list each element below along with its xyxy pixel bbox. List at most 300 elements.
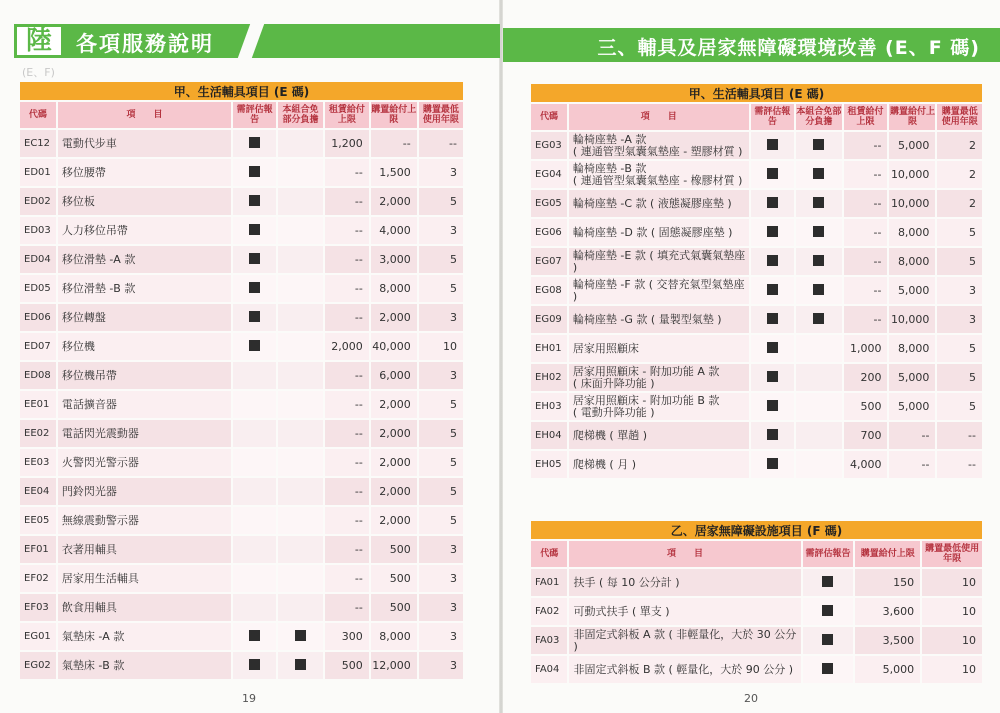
item-name-line: 輪椅座墊 -G 款 ( 量製型氣墊 ) [572, 312, 722, 326]
item-name-line: 居家用照顧床 - 附加功能 B 款 [572, 393, 720, 407]
item-code: ED06 [20, 304, 56, 331]
item-name [58, 652, 231, 679]
item-code: EH02 [531, 364, 567, 391]
value-rent: -- [844, 132, 888, 159]
check-mark-icon [767, 255, 778, 266]
item-name [58, 420, 231, 447]
mark-cell [278, 565, 323, 592]
table-caption: 甲、生活輔具項目 (E 碼) [20, 82, 463, 100]
mark-cell [796, 422, 841, 449]
value-buy: 40,000 [371, 333, 417, 360]
value-years: -- [937, 451, 982, 478]
value-years: 3 [419, 217, 463, 244]
item-code: EE01 [20, 391, 56, 418]
value-years: 3 [419, 565, 463, 592]
item-name [58, 275, 231, 302]
check-mark-icon [249, 340, 260, 351]
item-name [569, 598, 800, 625]
mark-cell [278, 333, 323, 360]
table-row [531, 190, 982, 217]
item-code: EE03 [20, 449, 56, 476]
item-name-line: 居家用生活輔具 [61, 571, 139, 585]
value-buy: 8,000 [371, 275, 417, 302]
mark-cell [233, 420, 276, 447]
table-row [531, 335, 982, 362]
mark-cell [233, 594, 276, 621]
value-rent: 2,000 [325, 333, 369, 360]
item-name-line: 爬梯機 ( 月 ) [572, 457, 636, 471]
mark-cell [233, 333, 276, 360]
mark-cell [278, 623, 323, 650]
value-buy: -- [889, 422, 935, 449]
item-name-line: 移位腰帶 [61, 165, 106, 179]
mark-cell [233, 188, 276, 215]
value-rent: -- [325, 565, 369, 592]
value-years: 5 [419, 420, 463, 447]
section-tag: 陸 [14, 24, 64, 58]
value-rent: -- [844, 219, 888, 246]
mark-cell [803, 627, 854, 654]
value-buy: 2,000 [371, 449, 417, 476]
column-header: 租賃給付上限 [844, 104, 888, 130]
mark-cell [751, 190, 795, 217]
item-name-line: 移位滑墊 -A 款 [61, 252, 136, 266]
check-mark-icon [767, 400, 778, 411]
table-row [531, 219, 982, 246]
mark-cell [751, 132, 795, 159]
item-name [569, 306, 749, 333]
table-row [531, 569, 982, 596]
item-code: EG03 [531, 132, 567, 159]
mark-cell [796, 364, 841, 391]
mark-cell [233, 391, 276, 418]
mark-cell [751, 277, 795, 304]
column-header: 項 目 [569, 104, 749, 130]
column-header: 購置給付上限 [371, 102, 417, 128]
mark-cell [233, 304, 276, 331]
value-rent: -- [325, 246, 369, 273]
value-buy: 5,000 [889, 132, 935, 159]
value-rent: 1,000 [844, 335, 888, 362]
section-subtitle: (E、F) [22, 66, 55, 79]
table-row [531, 627, 982, 654]
mark-cell [803, 598, 854, 625]
mark-cell [233, 362, 276, 389]
item-code: FA03 [531, 627, 567, 654]
item-code: ED08 [20, 362, 56, 389]
value-years: 3 [419, 536, 463, 563]
mark-cell [278, 536, 323, 563]
value-buy: 500 [371, 565, 417, 592]
item-code: EF03 [20, 594, 56, 621]
page-number-right: 20 [744, 692, 758, 705]
value-years: 5 [937, 248, 982, 275]
value-buy: 3,600 [855, 598, 920, 625]
value-years: -- [937, 422, 982, 449]
item-name [58, 478, 231, 505]
item-name-line: 可動式扶手 ( 單支 ) [573, 604, 670, 618]
item-code: ED03 [20, 217, 56, 244]
mark-cell [233, 652, 276, 679]
item-code: EF01 [20, 536, 56, 563]
check-mark-icon [813, 139, 824, 150]
table-row [20, 217, 463, 244]
mark-cell [233, 130, 276, 157]
value-buy: 5,000 [889, 277, 935, 304]
value-buy: 2,000 [371, 420, 417, 447]
value-rent: -- [844, 306, 888, 333]
item-name-line: 氣墊床 -B 款 [61, 658, 125, 672]
value-years: 10 [922, 598, 982, 625]
item-name-line: 移位轉盤 [61, 310, 106, 324]
mark-cell [233, 246, 276, 273]
check-mark-icon [249, 311, 260, 322]
value-years: 3 [419, 652, 463, 679]
item-name-line: 輪椅座墊 -D 款 ( 固態凝膠座墊 ) [572, 225, 733, 239]
mark-cell [233, 565, 276, 592]
table-body [531, 569, 982, 683]
page-number-left: 19 [242, 692, 256, 705]
value-buy: 1,500 [371, 159, 417, 186]
mark-cell [233, 449, 276, 476]
value-years: -- [419, 130, 463, 157]
item-name [569, 161, 749, 188]
item-name-line: 無線震動警示器 [61, 513, 139, 527]
value-buy: 8,000 [889, 335, 935, 362]
item-name [569, 627, 800, 654]
mark-cell [233, 536, 276, 563]
value-buy: 500 [371, 594, 417, 621]
check-mark-icon [767, 197, 778, 208]
check-mark-icon [767, 429, 778, 440]
value-buy: 8,000 [889, 248, 935, 275]
mark-cell [233, 275, 276, 302]
mark-cell [233, 623, 276, 650]
value-years: 5 [419, 275, 463, 302]
mark-cell [278, 275, 323, 302]
mark-cell [751, 306, 795, 333]
value-years: 3 [419, 304, 463, 331]
value-rent: -- [325, 188, 369, 215]
mark-cell [796, 219, 841, 246]
value-buy: 4,000 [371, 217, 417, 244]
check-mark-icon [767, 313, 778, 324]
table-body [531, 132, 982, 478]
value-rent: -- [325, 478, 369, 505]
item-code: EE05 [20, 507, 56, 534]
value-buy: -- [371, 130, 417, 157]
value-rent: 500 [844, 393, 888, 420]
item-name-line: 移位滑墊 -B 款 [61, 281, 136, 295]
item-name-line: 衣著用輔具 [61, 542, 117, 556]
item-code: ED07 [20, 333, 56, 360]
item-code: EG01 [20, 623, 56, 650]
value-buy: 5,000 [889, 364, 935, 391]
mark-cell [796, 335, 841, 362]
item-name-line: 移位板 [61, 194, 95, 208]
item-name-line2: ( 連通管型氣囊氣墊座 - 橡膠材質 ) [572, 173, 743, 187]
value-buy: 2,000 [371, 507, 417, 534]
mark-cell [751, 161, 795, 188]
item-name-line: 非固定式斜板 B 款 ( 輕量化，大於 90 公分 ) [573, 662, 794, 676]
item-name-line: 爬梯機 ( 單趟 ) [572, 428, 647, 442]
column-header: 購置最低使用年限 [922, 541, 982, 567]
item-name-line: 扶手 ( 每 10 公分計 ) [573, 575, 680, 589]
item-name [58, 391, 231, 418]
mark-cell [278, 362, 323, 389]
check-mark-icon [813, 226, 824, 237]
value-rent: -- [325, 449, 369, 476]
value-buy: 150 [855, 569, 920, 596]
item-name-line: 輪椅座墊 -E 款 ( 填充式氣囊氣墊座 ) [572, 248, 746, 274]
value-rent: -- [325, 536, 369, 563]
value-years: 5 [937, 219, 982, 246]
value-years: 10 [922, 569, 982, 596]
value-rent: -- [844, 248, 888, 275]
item-code: EG02 [20, 652, 56, 679]
value-years: 5 [419, 449, 463, 476]
value-buy: 2,000 [371, 391, 417, 418]
value-rent: -- [325, 391, 369, 418]
table-body [20, 130, 463, 679]
mark-cell [751, 422, 795, 449]
value-years: 3 [419, 159, 463, 186]
item-name [58, 623, 231, 650]
table-row [531, 132, 982, 159]
item-code: EE02 [20, 420, 56, 447]
check-mark-icon [813, 255, 824, 266]
column-header: 租賃給付上限 [325, 102, 369, 128]
table-row [20, 623, 463, 650]
check-mark-icon [249, 659, 260, 670]
check-mark-icon [249, 253, 260, 264]
item-code: FA02 [531, 598, 567, 625]
item-code: EH05 [531, 451, 567, 478]
mark-cell [278, 159, 323, 186]
table-row [20, 188, 463, 215]
item-name-line: 輪椅座墊 -F 款 ( 交替充氣型氣墊座 ) [572, 277, 745, 303]
column-header: 代碼 [531, 104, 567, 130]
item-name-line2: ( 電動升降功能 ) [572, 405, 655, 419]
value-rent: -- [325, 507, 369, 534]
item-code: EG08 [531, 277, 567, 304]
value-rent: 500 [325, 652, 369, 679]
check-mark-icon [822, 663, 833, 674]
item-code: EG05 [531, 190, 567, 217]
item-name [569, 364, 749, 391]
value-buy: 5,000 [855, 656, 920, 683]
item-name [569, 451, 749, 478]
mark-cell [278, 304, 323, 331]
item-code: ED04 [20, 246, 56, 273]
value-rent: -- [325, 420, 369, 447]
right-table-f [529, 519, 984, 685]
table-row [531, 277, 982, 304]
column-header: 項 目 [569, 541, 800, 567]
value-buy: 6,000 [371, 362, 417, 389]
item-name-line: 居家用照顧床 [572, 341, 639, 355]
value-rent: 700 [844, 422, 888, 449]
value-buy: 2,000 [371, 188, 417, 215]
mark-cell [233, 217, 276, 244]
check-mark-icon [767, 226, 778, 237]
value-years: 3 [937, 277, 982, 304]
check-mark-icon [813, 313, 824, 324]
mark-cell [796, 277, 841, 304]
item-code: EG04 [531, 161, 567, 188]
item-code: EH01 [531, 335, 567, 362]
column-header: 購置給付上限 [855, 541, 920, 567]
item-name [569, 656, 800, 683]
table-row [531, 598, 982, 625]
mark-cell [278, 594, 323, 621]
value-years: 5 [937, 364, 982, 391]
table-row [531, 393, 982, 420]
table-row [20, 652, 463, 679]
item-name [569, 132, 749, 159]
item-code: EG07 [531, 248, 567, 275]
right-section-title: 三、輔具及居家無障礙環境改善 (E、F 碼) [597, 37, 980, 59]
check-mark-icon [822, 605, 833, 616]
column-header: 本組合免部分負擔 [796, 104, 841, 130]
mark-cell [278, 246, 323, 273]
mark-cell [796, 306, 841, 333]
column-header: 需評估報告 [751, 104, 795, 130]
item-name-line: 非固定式斜板 A 款 ( 非輕量化，大於 30 公分 ) [573, 627, 797, 653]
item-name-line: 輪椅座墊 -A 款 [572, 132, 647, 146]
value-years: 5 [419, 391, 463, 418]
check-mark-icon [767, 284, 778, 295]
table-row [531, 451, 982, 478]
item-name [569, 393, 749, 420]
item-name-line: 氣墊床 -A 款 [61, 629, 125, 643]
value-buy: 12,000 [371, 652, 417, 679]
table-row [20, 275, 463, 302]
item-code: ED02 [20, 188, 56, 215]
mark-cell [751, 335, 795, 362]
section-title: 各項服務說明 [76, 32, 214, 56]
value-rent: -- [844, 190, 888, 217]
mark-cell [751, 364, 795, 391]
table-header-row [531, 104, 982, 130]
item-name [58, 362, 231, 389]
item-name [569, 422, 749, 449]
item-code: EE04 [20, 478, 56, 505]
page-spine [499, 0, 503, 713]
item-code: FA04 [531, 656, 567, 683]
item-code: FA01 [531, 569, 567, 596]
mark-cell [233, 159, 276, 186]
value-years: 5 [419, 507, 463, 534]
value-years: 10 [922, 627, 982, 654]
check-mark-icon [295, 630, 306, 641]
check-mark-icon [249, 195, 260, 206]
item-name [58, 246, 231, 273]
item-name-line: 人力移位吊帶 [61, 223, 128, 237]
check-mark-icon [813, 168, 824, 179]
item-name-line2: ( 連通管型氣囊氣墊座 - 塑膠材質 ) [572, 144, 743, 158]
item-name [569, 335, 749, 362]
item-name-line: 電動代步車 [61, 136, 117, 150]
left-section-header [14, 24, 500, 58]
value-rent: -- [325, 304, 369, 331]
check-mark-icon [249, 137, 260, 148]
value-rent: -- [844, 277, 888, 304]
item-name [569, 190, 749, 217]
value-buy: 5,000 [889, 393, 935, 420]
check-mark-icon [767, 458, 778, 469]
item-name-line: 電話閃光震動器 [61, 426, 139, 440]
item-name [569, 569, 800, 596]
table-row [20, 391, 463, 418]
value-years: 2 [937, 132, 982, 159]
item-name [569, 277, 749, 304]
mark-cell [278, 217, 323, 244]
value-rent: -- [325, 159, 369, 186]
value-years: 10 [922, 656, 982, 683]
column-header: 本組合免部分負擔 [278, 102, 323, 128]
value-rent: 300 [325, 623, 369, 650]
item-name [58, 159, 231, 186]
item-name [58, 594, 231, 621]
item-name [58, 130, 231, 157]
table-row [20, 420, 463, 447]
mark-cell [751, 219, 795, 246]
check-mark-icon [249, 630, 260, 641]
item-code: EG09 [531, 306, 567, 333]
value-buy: 10,000 [889, 161, 935, 188]
table-header-row [20, 102, 463, 128]
mark-cell [803, 569, 854, 596]
item-name-line: 居家用照顧床 - 附加功能 A 款 [572, 364, 720, 378]
column-header: 項 目 [58, 102, 231, 128]
mark-cell [278, 507, 323, 534]
table-row [531, 422, 982, 449]
item-name-line: 電話擴音器 [61, 397, 117, 411]
table-row [20, 246, 463, 273]
item-name-line: 飲食用輔具 [61, 600, 117, 614]
header-divider [238, 24, 264, 58]
value-rent: -- [325, 594, 369, 621]
item-name-line: 輪椅座墊 -C 款 ( 液態凝膠座墊 ) [572, 196, 732, 210]
mark-cell [796, 451, 841, 478]
mark-cell [278, 478, 323, 505]
table-row [20, 594, 463, 621]
item-code: ED01 [20, 159, 56, 186]
check-mark-icon [767, 168, 778, 179]
value-buy: 10,000 [889, 190, 935, 217]
column-header: 代碼 [531, 541, 567, 567]
value-years: 5 [419, 246, 463, 273]
item-code: EF02 [20, 565, 56, 592]
value-buy: 500 [371, 536, 417, 563]
item-name-line: 門鈴閃光器 [61, 484, 117, 498]
value-years: 2 [937, 161, 982, 188]
item-name [58, 333, 231, 360]
value-rent: -- [325, 275, 369, 302]
table-row [531, 656, 982, 683]
check-mark-icon [249, 282, 260, 293]
table-row [20, 304, 463, 331]
item-name-line: 輪椅座墊 -B 款 [572, 161, 647, 175]
value-buy: 8,000 [371, 623, 417, 650]
value-buy: 10,000 [889, 306, 935, 333]
mark-cell [278, 652, 323, 679]
value-rent: 200 [844, 364, 888, 391]
table-row [20, 130, 463, 157]
value-rent: -- [325, 217, 369, 244]
table-caption: 甲、生活輔具項目 (E 碼) [531, 84, 982, 102]
